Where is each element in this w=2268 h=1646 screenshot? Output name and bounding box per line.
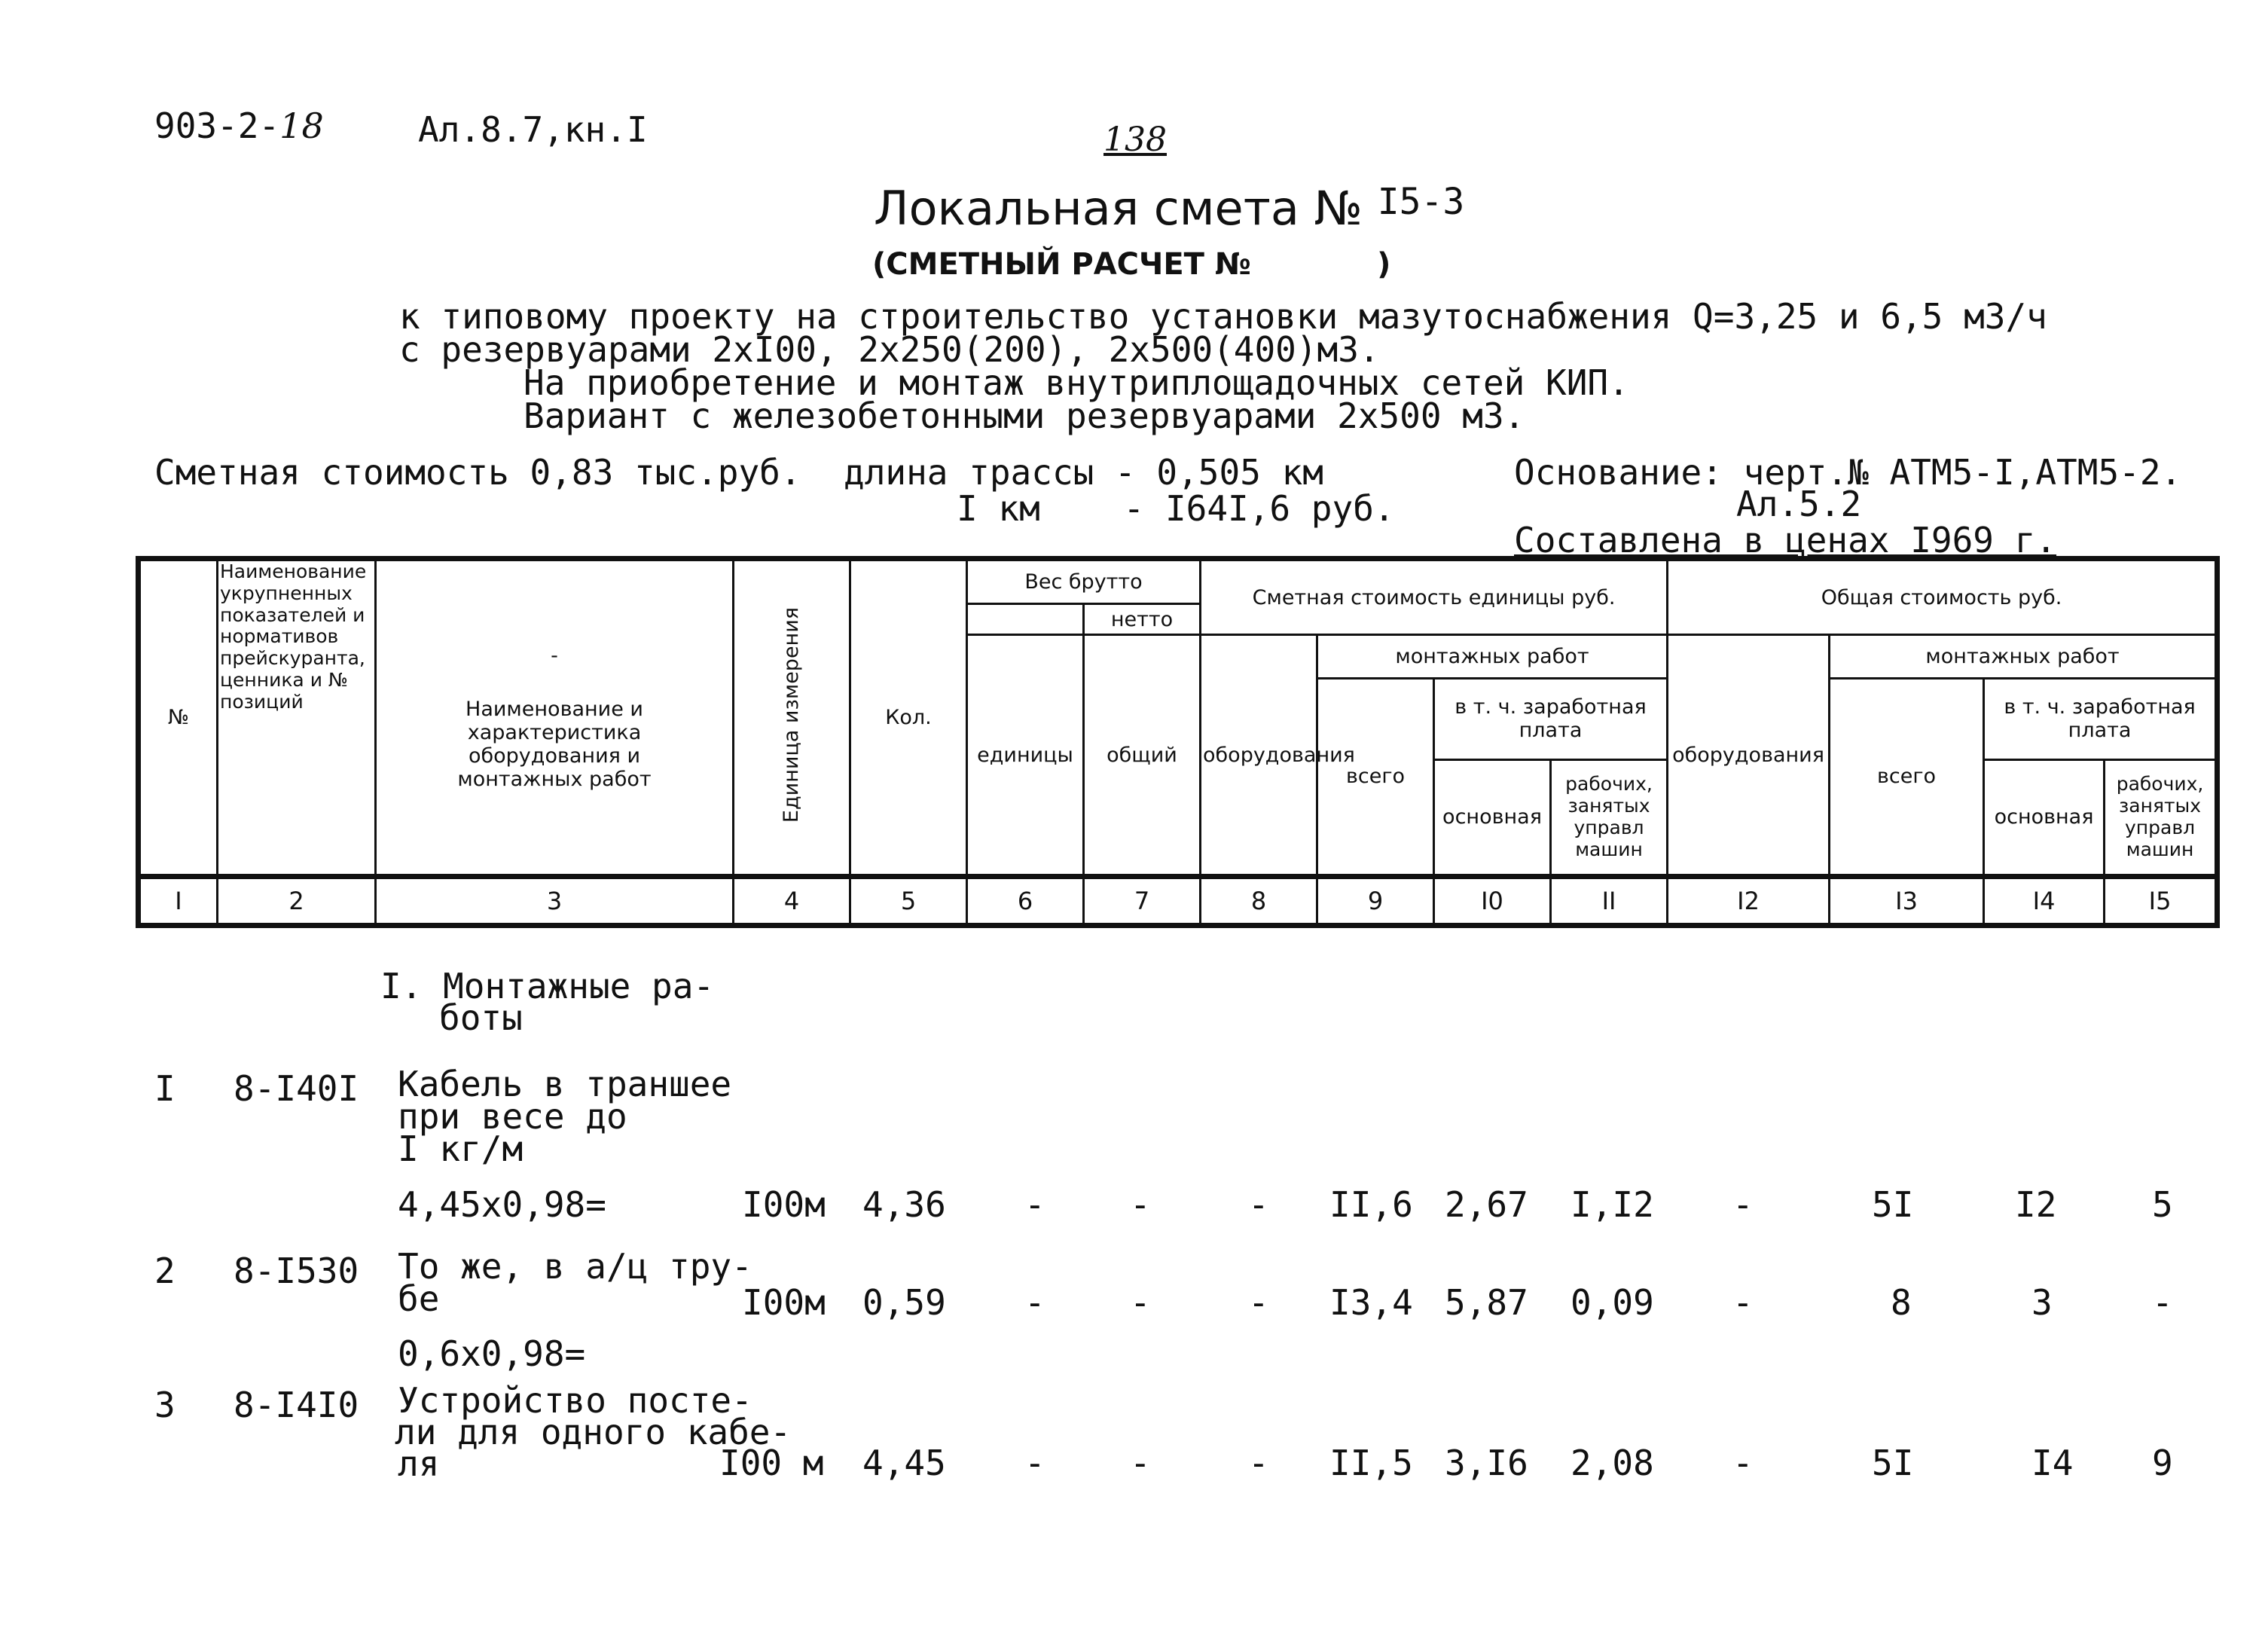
col-norm-header: Наименование укрупненных показателей и нормативов прейскуранта, ценника и № позиций [218,559,376,877]
project-code [154,105,324,146]
subtitle: (СМЕТНЫЙ РАСЧЕТ № ) [872,247,1391,282]
column-number: 2 [218,876,376,925]
total-basic-header: основная [1984,759,2105,876]
column-number: I4 [1984,876,2105,925]
row-name [398,1064,732,1169]
description-line: с резервуарами 2хI00, 2х250(200), 2х500(400)м3. [399,329,1380,370]
row-total-machine: - [2152,1282,2173,1323]
row-number: 3 [154,1385,176,1425]
column-number: 5 [850,876,967,925]
row-weight-total: - [1130,1443,1151,1483]
total-salary-header: в т. ч. заработная плата [1984,679,2218,760]
row-qty: 0,59 [862,1282,946,1323]
row-equipment: - [1248,1443,1269,1483]
row-total-mounting: 5I [1872,1184,1914,1225]
row-name-line: Устройство посте- [398,1380,752,1421]
total-mounting-total-header: всего [1830,679,1984,877]
row-total-machine: 5 [2152,1184,2173,1225]
cost-per-km: I км - I64I,6 руб. [957,488,1395,529]
prices-year: Составлена в ценах I969 г. [1514,520,2057,560]
col-unit-header [734,559,850,877]
unit-cost-header: Сметная стоимость единицы руб. [1201,559,1668,635]
total-equipment-header: оборудования [1668,635,1830,877]
row-mounting-total: I3,4 [1329,1282,1413,1323]
col-name-text: Наименование и характеристика оборудования и монтажных работ [457,697,652,791]
row-total-equipment: - [1732,1443,1754,1483]
row-total-basic: I2 [2015,1184,2057,1225]
section-title-line: I. Монтажные ра- [380,966,715,1006]
project-code-printed: 903-2- [154,105,280,146]
column-number: I [139,876,218,925]
album-ref: Ал.8.7,кн.I [418,109,648,150]
row-name-line: ли для одного кабе- [395,1412,792,1452]
row-formula: 4,45х0,98= [398,1184,606,1225]
row-unit: I00м [742,1184,826,1225]
description-line: Вариант с железобетонными резервуарами 2х500 м3. [524,395,1525,436]
basis-line-1: Основание: черт.№ АТМ5-I,АТМ5-2. [1514,452,2182,493]
weight-netto-header: нетто [1084,603,1201,634]
col-name-dash: - [551,643,558,667]
equipment-header: оборудования [1201,635,1317,877]
row-weight-total: - [1130,1282,1151,1323]
row-qty: 4,36 [862,1184,946,1225]
row-weight-total: - [1130,1184,1151,1225]
col-name-header [376,559,734,877]
estimate-header-table [136,556,2220,928]
row-total-mounting: 8 [1891,1282,1912,1323]
row-total-machine: 9 [2152,1443,2173,1483]
column-number: I2 [1668,876,1830,925]
section-title [380,966,715,1038]
basis-line-2: Ал.5.2 [1736,484,1862,524]
row-name-line: I кг/м [398,1128,524,1169]
column-number: 7 [1084,876,1201,925]
column-number: 8 [1201,876,1317,925]
mounting-header: монтажных работ [1317,635,1668,679]
column-number: II [1551,876,1668,925]
column-number: I3 [1830,876,1984,925]
page-number: 138 [1103,121,1167,159]
row-code: 8-I40I [234,1068,359,1109]
machine-workers-header: рабочих, занятых управл машин [1551,759,1668,876]
mounting-total-header: всего [1317,679,1434,877]
column-number: I5 [2105,876,2218,925]
row-weight-unit: - [1024,1282,1045,1323]
row-total-equipment: - [1732,1282,1754,1323]
row-mounting-total: II,5 [1329,1443,1413,1483]
row-machine-salary: I,I2 [1571,1184,1654,1225]
row-total-mounting: 5I [1872,1443,1914,1483]
col-unit-label: Единица измерения [780,606,804,823]
row-weight-unit: - [1024,1443,1045,1483]
title-text: Локальная смета № [874,181,1363,236]
row-unit: I00 м [719,1443,824,1483]
row-equipment: - [1248,1282,1269,1323]
row-name-line: при весе до [398,1096,627,1137]
route-length: длина трассы - 0,505 км [844,452,1323,493]
row-total-basic: I4 [2031,1443,2074,1483]
project-code-handwritten: 18 [279,105,324,146]
row-number: 2 [154,1251,176,1291]
column-number: I0 [1434,876,1551,925]
row-machine-salary: 2,08 [1571,1443,1654,1483]
row-name-line: Кабель в траншее [398,1064,732,1104]
row-name-line: То же, в а/ц тру- [398,1246,752,1287]
row-name-line: бе [398,1278,440,1319]
column-number: 9 [1317,876,1434,925]
title-number: I5-3 [1377,181,1465,223]
row-basic-salary: 3,I6 [1445,1443,1528,1483]
weight-unit-header: единицы [967,635,1084,877]
section-title-line: боты [439,997,523,1038]
basic-header: основная [1434,759,1551,876]
weight-brutto-header: Вес брутто [967,559,1201,604]
page-title [874,181,1464,236]
row-code: 8-I4I0 [234,1385,359,1425]
row-name-line: ля [398,1443,440,1484]
salary-header: в т. ч. заработная плата [1434,679,1668,760]
row-basic-salary: 2,67 [1445,1184,1528,1225]
column-number: 6 [967,876,1084,925]
row-qty: 4,45 [862,1443,946,1483]
description-line: к типовому проекту на строительство установки мазутоснабжения Q=3,25 и 6,5 м3/ч [399,296,2047,337]
row-weight-unit: - [1024,1184,1045,1225]
row-name [398,1246,752,1319]
col-qty-header: Кол. [850,559,967,877]
row-code: 8-I530 [234,1251,359,1291]
estimated-cost: Сметная стоимость 0,83 тыс.руб. [154,452,801,493]
weight-total-header: общий [1084,635,1201,877]
col-no-header: № [139,559,218,877]
row-machine-salary: 0,09 [1571,1282,1654,1323]
column-number: 3 [376,876,734,925]
row-mounting-total: II,6 [1329,1184,1413,1225]
row-formula: 0,6х0,98= [398,1333,586,1374]
row-total-equipment: - [1732,1184,1754,1225]
total-cost-header: Общая стоимость руб. [1668,559,2218,635]
row-basic-salary: 5,87 [1445,1282,1528,1323]
row-total-basic: 3 [2031,1282,2053,1323]
row-equipment: - [1248,1184,1269,1225]
row-number: I [154,1068,176,1109]
total-machine-workers-header: рабочих, занятых управл машин [2105,759,2218,876]
description [399,296,2047,436]
column-number: 4 [734,876,850,925]
row-unit: I00м [742,1282,826,1323]
description-line: На приобретение и монтаж внутриплощадочных сетей КИП. [524,362,1629,403]
total-mounting-header: монтажных работ [1830,635,2218,679]
